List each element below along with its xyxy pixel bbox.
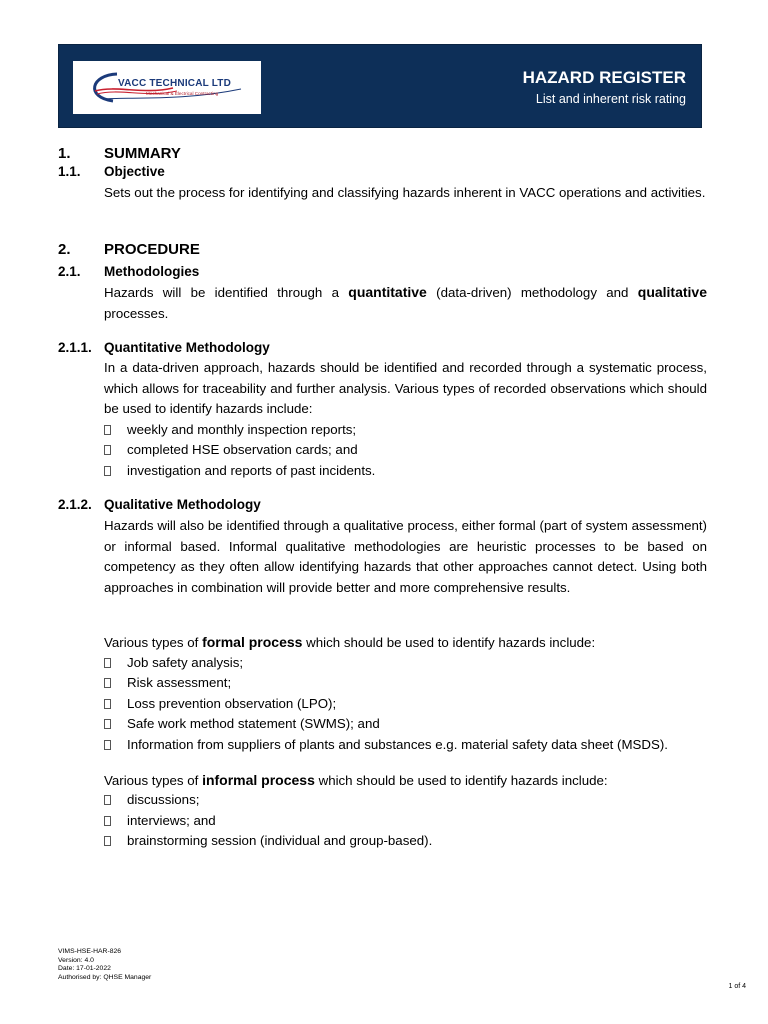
section-number: 1. xyxy=(58,145,71,162)
list-item xyxy=(104,653,243,674)
text-run: Hazards will be identified through a xyxy=(104,285,349,300)
methodologies-paragraph xyxy=(104,282,707,324)
subsection-title-objective: Objective xyxy=(104,164,165,179)
doc-authorised-by: Authorised by: QHSE Manager xyxy=(58,973,152,981)
list-item xyxy=(104,461,375,482)
section-title-summary: SUMMARY xyxy=(104,145,181,162)
list-item xyxy=(104,735,668,756)
list-item xyxy=(104,714,380,735)
bold-term-quantitative: quantitative xyxy=(348,284,427,300)
list-item xyxy=(104,673,231,694)
list-item-text: investigation and reports of past incidents. xyxy=(127,463,376,478)
text-run: (data-driven) methodology and xyxy=(426,285,638,300)
page-number: 1 of 4 xyxy=(728,983,746,990)
informal-intro-paragraph xyxy=(104,770,707,792)
company-logo xyxy=(73,61,261,114)
list-item xyxy=(104,831,432,852)
logo-company-name: VACC TECHNICAL LTD xyxy=(118,78,232,89)
section-number: 2. xyxy=(58,241,71,258)
document-title: HAZARD REGISTER xyxy=(522,68,686,87)
list-item-text: Information from suppliers of plants and substances e.g. material safety data sheet (MSDS). xyxy=(127,737,668,752)
formal-intro-paragraph xyxy=(104,632,707,654)
text-run: Various types of xyxy=(104,635,203,650)
bullet-box-icon xyxy=(104,445,111,455)
quantitative-paragraph: In a data-driven approach, hazards should be identified and recorded through a systematic process, which allows for traceability and further analysis. Various types of recorded observations which should be used to identify hazards include: xyxy=(104,360,707,416)
bullet-box-icon xyxy=(104,699,111,709)
subsection-title-methodologies: Methodologies xyxy=(104,264,200,279)
bullet-box-icon xyxy=(104,740,111,750)
list-item-text: interviews; and xyxy=(127,813,216,828)
list-item-text: Job safety analysis; xyxy=(127,655,244,670)
list-item xyxy=(104,790,199,811)
qualitative-paragraph: Hazards will also be identified through a qualitative process, either formal (part of system assessment) or informal based. Informal qualitative methodologies are heuristic processes to be based on competency as they often allow identifying hazards that other approaches cannot detect. Using both approaches in combination will provide better and more comprehensive results. xyxy=(104,518,707,595)
bold-term-qualitative: qualitative xyxy=(637,284,708,300)
bold-term-formal-process: formal process xyxy=(202,634,303,650)
bullet-box-icon xyxy=(104,795,111,805)
list-item-text: completed HSE observation cards; and xyxy=(127,442,358,457)
subsection-number: 2.1.1. xyxy=(58,340,92,355)
document-footer-meta xyxy=(58,948,151,982)
objective-paragraph: Sets out the process for identifying and classifying hazards inherent in VACC operations and activities. xyxy=(104,185,706,200)
bullet-box-icon xyxy=(104,719,111,729)
list-item xyxy=(104,694,336,715)
list-item-text: discussions; xyxy=(127,792,200,807)
subsection-number: 1.1. xyxy=(58,164,81,179)
list-item xyxy=(104,440,358,461)
logo-tagline: Mechanical & Electrical Contracting xyxy=(146,91,219,96)
subsection-title-qualitative: Qualitative Methodology xyxy=(104,497,261,512)
bullet-box-icon xyxy=(104,816,111,826)
bullet-box-icon xyxy=(104,425,111,435)
bold-term-informal-process: informal process xyxy=(202,772,315,788)
doc-version: Version: 4.0 xyxy=(58,956,94,964)
list-item-text: Risk assessment; xyxy=(127,675,232,690)
list-item-text: Loss prevention observation (LPO); xyxy=(127,696,337,711)
subsection-title-quantitative: Quantitative Methodology xyxy=(104,340,270,355)
text-run: Various types of xyxy=(104,773,203,788)
list-item-text: Safe work method statement (SWMS); and xyxy=(127,716,380,731)
text-run: processes. xyxy=(104,305,169,321)
doc-id: VIMS-HSE-HAR-826 xyxy=(58,948,122,955)
document-header xyxy=(58,44,702,128)
list-item xyxy=(104,811,216,832)
list-item-text: weekly and monthly inspection reports; xyxy=(127,422,357,437)
bullet-box-icon xyxy=(104,836,111,846)
subsection-number: 2.1.2. xyxy=(58,497,92,512)
bullet-box-icon xyxy=(104,658,111,668)
text-run: which should be used to identify hazards include: xyxy=(302,635,596,650)
list-item xyxy=(104,420,356,441)
document-subtitle: List and inherent risk rating xyxy=(535,92,686,106)
bullet-box-icon xyxy=(104,678,111,688)
bullet-box-icon xyxy=(104,466,111,476)
doc-date: Date: 17-01-2022 xyxy=(58,965,111,973)
text-run: which should be used to identify hazards include: xyxy=(314,773,608,788)
subsection-number: 2.1. xyxy=(58,264,81,279)
section-title-procedure: PROCEDURE xyxy=(104,241,200,258)
list-item-text: brainstorming session (individual and group-based). xyxy=(127,833,433,848)
